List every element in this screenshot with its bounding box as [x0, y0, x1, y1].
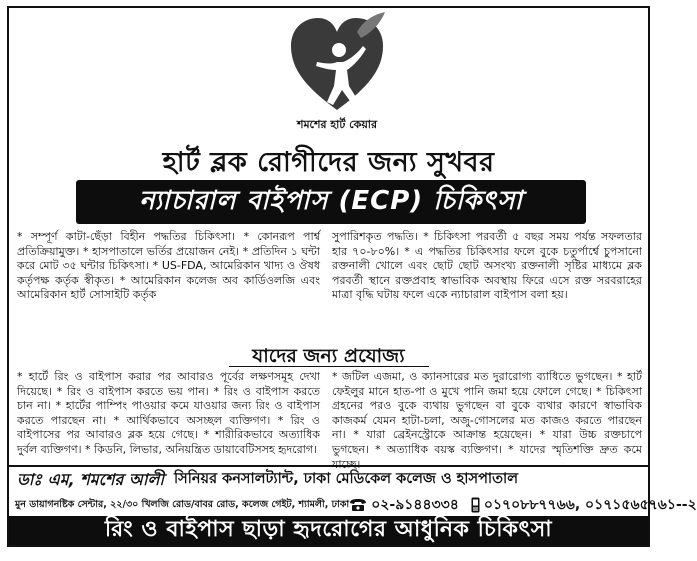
address: মুন ডায়াগনষ্টিক সেন্টার, ২২/৩০ খিলজি রোড/বাবর রোড, কলেজ গেইট, শ্যামলী, ঢাকা: [15, 498, 350, 510]
intro-right-text: সুপারিশকৃত পদ্ধতি। * চিকিৎসা পরবর্তী ৫ বছর সময় পর্যন্ত সফলতার হার ৭০-৮০%। * এ পদ্ধতির চিকিৎসার ফলে বুকে চতুর্পার্শ্বে চুপসানো রক্তনালী খোলে এবং ছোট ছোট অসংখ্য রক্তনালী সৃষ্টির মাধ্যমে ব্লক পরবর্তী স্থানে রক্তপ্রবাহ স্বাভাবিক অবস্থায় ফিরে এসে রক্ত সরবরাহের মাত্রা বৃদ্ধি ঘটায় ফলে একে ন্যাচারাল বাইপাস বলা হয়।: [332, 230, 642, 302]
intro-left-text: * সম্পূর্ণ কাটা-ছেঁড়া বিহীন পদ্ধতির চিকিৎসা। * কোনরূপ পার্শ্ব প্রতিক্রিয়ামুক্ত। * হাসপাতালে ভর্তির প্রয়োজন নেই। * প্রতিদিন ১ ঘন্টা করে মোট ৩৫ ঘন্টার চিকিৎসা। * US-FDA, আমেরিকান খাদ্য ও ঔষধ কর্তৃপক্ষ কর্তৃক স্বীকৃত। * আমেরিকান কলেজ অব কার্ডিওলজি এবং আমেরিকান হার্ট সোসাইটি কর্তৃক: [17, 230, 320, 302]
banner-title: ন্যাচারাল বাইপাস (ECP) চিকিৎসা: [139, 186, 523, 216]
phone-number: ০২-৯১৪৪৩৩৪: [371, 497, 459, 513]
headline: হার্ট ব্লক রোগীদের জন্য সুখবর: [162, 147, 495, 178]
eligibility-right-text: * জটিল এজমা, ও ক্যানসারের মত দুরারোগ্য ব্যাধিতে ভুগছেন। * হার্ট ফেইলুর মানে হাত-পা ও মুখে পানি জমা হয়ে ফোলে গেছে। * চিকিৎসা গ্রহনের পরও বুকে ব্যথায় ভুগছেন বা বুকে ব্যথার কারণে স্বাভাবিক কাজকর্ম যেমন হাটা-চলা, অজু-গোসলের মত কাজও করতে পারছেন না। * যারা ব্রেইনস্ট্রোকে আক্রান্ত হয়েছেন। * যারা উচ্চ রক্তচাপে ভুগছেন। * অত্যাধিক বয়স্ক ব্যক্তিগণ। * যাদের স্মৃতিশক্তি দ্রুত কমে যাচ্ছে।: [332, 370, 642, 471]
footer-banner: রিং ও বাইপাস ছাড়া হৃদরোগের আধুনিক চিকিৎসা: [9, 516, 648, 545]
heading-underline: [229, 366, 429, 367]
advertisement-page: [7, 6, 697, 547]
mobile-phone-icon: [471, 497, 480, 513]
eligibility-left-text: * হার্টে রিং ও বাইপাস করার পর আবারও পূর্বের লক্ষণসমূহ দেখা দিয়েছে। * রিং ও বাইপাস করতে ভয় পান। * রিং ও বাইপাস করতে চান না। * হার্টের পাম্পিং পাওয়ার কমে যাওয়ার জন্য রিং ও বাইপাস করতে পারছেন না। * আর্থিকভাবে অসচ্ছল ব্যক্তিগণ। * রিং ও বাইপাসের পর আবারও ব্লক হয়ে গেছে। * শারীরিকভাবে অত্যাধিক দুর্বল ব্যক্তিগণ। * কিডনি, লিভার, অনিয়ন্ত্রিত ডায়াবেটিসসহ হৃদরোগ।: [17, 370, 320, 456]
doctor-name: ডাঃ এম, শমশের আলী: [17, 469, 165, 489]
doctor-designation: সিনিয়র কনসালট্যান্ট, ঢাকা মেডিকেল কলেজ ও হাসপাতাল: [174, 471, 519, 487]
logo: [277, 10, 397, 138]
heart-person-logo-icon: [287, 10, 387, 118]
logo-caption: শমশের হার্ট কেয়ার: [296, 118, 378, 131]
treatment-banner: [76, 180, 586, 224]
eligibility-heading: যাদের জন্য প্রযোজ্য: [252, 345, 405, 367]
doctor-info: [17, 468, 642, 492]
mobile-numbers: ০১৭০৮৮৭৭৬৬, ০১৭১৫৬৫৭৬১--২: [483, 497, 697, 513]
telephone-icon: [349, 498, 367, 512]
